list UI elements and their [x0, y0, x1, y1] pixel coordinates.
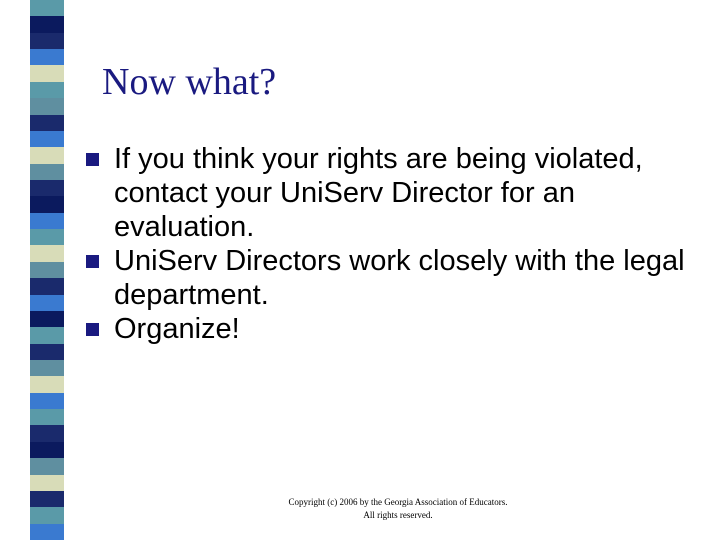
bullet-text: UniServ Directors work closely with the legal department. — [114, 245, 685, 311]
bullet-text: Organize! — [114, 313, 240, 345]
stripe-segment — [30, 0, 64, 17]
bullet-list — [86, 142, 706, 346]
square-bullet-icon — [86, 323, 99, 336]
decorative-stripe-bar — [30, 0, 64, 540]
square-bullet-icon — [86, 255, 99, 268]
stripe-segment — [30, 262, 64, 279]
stripe-segment — [30, 425, 64, 442]
slide-title: Now what? — [102, 61, 277, 103]
stripe-segment — [30, 295, 64, 312]
stripe-segment — [30, 393, 64, 410]
bullet-item — [86, 244, 706, 312]
stripe-segment — [30, 196, 64, 213]
stripe-segment — [30, 245, 64, 262]
stripe-segment — [30, 164, 64, 181]
stripe-segment — [30, 360, 64, 377]
stripe-segment — [30, 65, 64, 82]
stripe-segment — [30, 180, 64, 197]
stripe-segment — [30, 82, 64, 99]
stripe-segment — [30, 475, 64, 492]
stripe-segment — [30, 442, 64, 459]
bullet-text: If you think your rights are being violated, contact your UniServ Director for an evaluation. — [114, 143, 643, 243]
stripe-segment — [30, 16, 64, 33]
stripe-segment — [30, 147, 64, 164]
stripe-segment — [30, 33, 64, 50]
bullet-item — [86, 142, 706, 244]
stripe-segment — [30, 327, 64, 344]
stripe-segment — [30, 409, 64, 426]
stripe-segment — [30, 278, 64, 295]
square-bullet-icon — [86, 153, 99, 166]
bullet-item — [86, 312, 706, 346]
stripe-segment — [30, 458, 64, 475]
stripe-segment — [30, 376, 64, 393]
stripe-segment — [30, 98, 64, 115]
stripe-segment — [30, 49, 64, 66]
stripe-segment — [30, 229, 64, 246]
stripe-segment — [30, 344, 64, 361]
stripe-segment — [30, 131, 64, 148]
stripe-segment — [30, 311, 64, 328]
copyright-footer: Copyright (c) 2006 by the Georgia Association of Educators. All rights reserved. — [288, 497, 508, 520]
stripe-segment — [30, 115, 64, 132]
stripe-segment — [30, 491, 64, 508]
stripe-segment — [30, 213, 64, 230]
stripe-segment — [30, 507, 64, 524]
stripe-segment — [30, 524, 64, 540]
